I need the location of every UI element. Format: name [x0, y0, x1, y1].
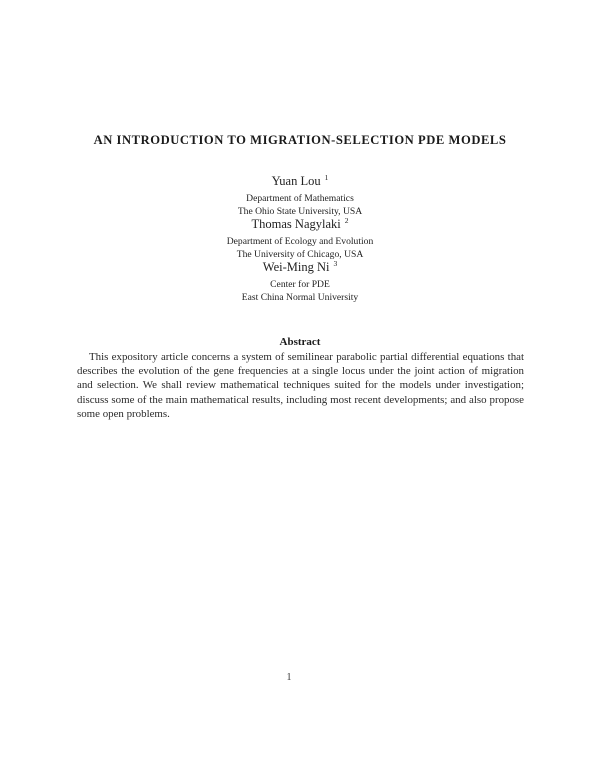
footnote-marker: 1 [324, 173, 329, 182]
author-block-3 [0, 257, 600, 304]
page-number: 1 [286, 672, 292, 683]
author-name: Thomas Nagylaki $^2$ [251, 216, 349, 231]
affiliation-department: Department of Mathematics [246, 193, 354, 204]
affiliation-department: Center for PDE [270, 279, 330, 290]
abstract-text: This expository article concerns a system of semilinear parabolic partial differential equations that describes the evolution of the gene frequencies at a single locus under the joint action of migration and selection. We shall review mathematical techniques suited for the models under investigation; discuss some of the main mathematical results, including most recent developments; and also propose some open problems. [77, 351, 524, 420]
affiliation-institution: The Ohio State University, USA [237, 205, 363, 217]
affiliation-department: Department of Ecology and Evolution [226, 236, 374, 247]
affiliation-institution: East China Normal University [241, 291, 359, 303]
author-name: Wei-Ming Ni $^3$ [262, 259, 338, 274]
author-block-1 [0, 171, 600, 218]
abstract-heading: Abstract [279, 336, 321, 348]
footnote-marker: 2 [344, 216, 349, 225]
footnote-marker: 3 [333, 259, 338, 268]
affiliation-institution: The University of Chicago, USA [236, 248, 364, 260]
author-name: Yuan Lou $^1$ [271, 173, 329, 188]
author-block-2 [0, 214, 600, 261]
paper-title: AN INTRODUCTION TO MIGRATION-SELECTION PDE MODELS [93, 133, 507, 147]
